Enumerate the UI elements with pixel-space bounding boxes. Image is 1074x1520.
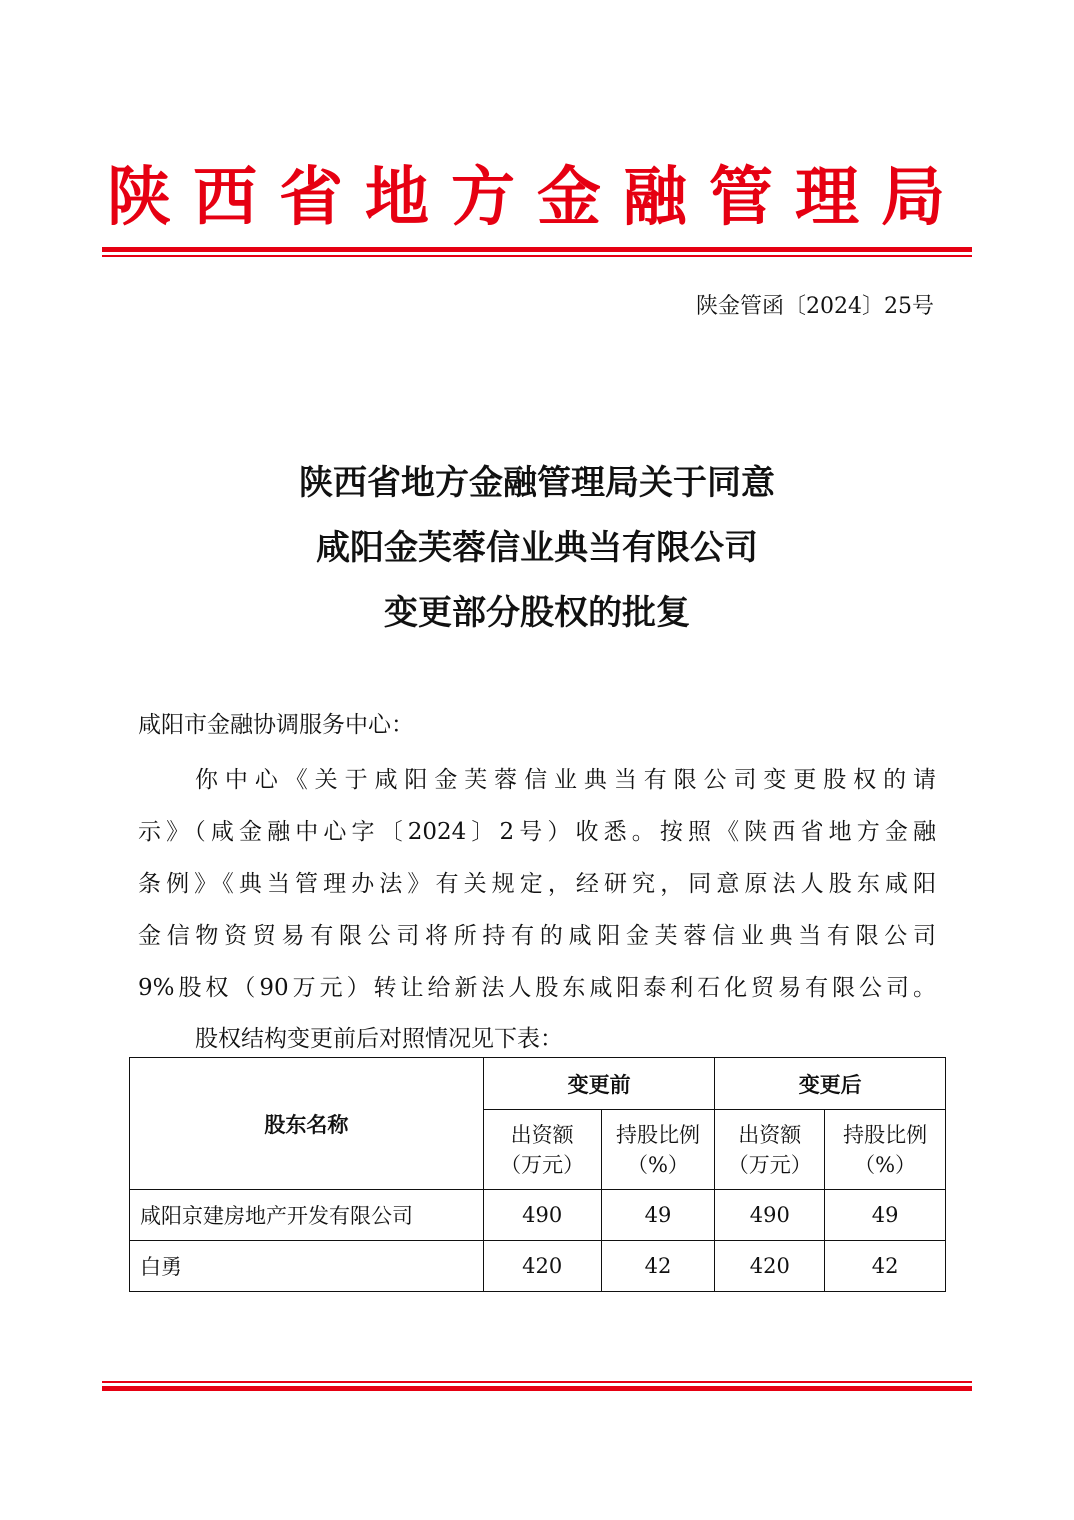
- before-ratio-header: 持股比例 （%）: [601, 1110, 715, 1190]
- letterhead-divider: [102, 247, 972, 257]
- body-paragraph-line: 金信物资贸易有限公司将所持有的咸阳金芙蓉信业典当有限公司: [138, 923, 936, 949]
- body-paragraph-line: 你中心《关于咸阳金芙蓉信业典当有限公司变更股权的请: [195, 767, 936, 793]
- table-row: [130, 1241, 946, 1292]
- document-title-line-1: 陕西省地方金融管理局关于同意: [299, 463, 775, 503]
- shareholder-name-cell: 咸阳京建房地产开发有限公司: [130, 1190, 484, 1241]
- table-header-row: [130, 1058, 946, 1110]
- after-ratio-header: 持股比例 （%）: [825, 1110, 946, 1190]
- document-title-line-2: 咸阳金芙蓉信业典当有限公司: [316, 528, 758, 568]
- document-number: 陕金管函〔2024〕25号: [696, 294, 934, 319]
- shareholder-name-cell: 白勇: [130, 1241, 484, 1292]
- after-change-header: 变更后: [715, 1058, 946, 1110]
- after-amount-header: 出资额 （万元）: [715, 1110, 825, 1190]
- before-amount-cell: 420: [483, 1241, 601, 1292]
- before-ratio-cell: 42: [601, 1241, 715, 1292]
- after-ratio-cell: 49: [825, 1190, 946, 1241]
- table-row: [130, 1190, 946, 1241]
- footer-divider: [102, 1381, 972, 1391]
- equity-structure-table: [129, 1057, 946, 1292]
- document-title-line-3: 变更部分股权的批复: [384, 593, 690, 633]
- before-ratio-cell: 49: [601, 1190, 715, 1241]
- after-amount-cell: 490: [715, 1190, 825, 1241]
- salutation: 咸阳市金融协调服务中心：: [138, 712, 414, 738]
- after-amount-cell: 420: [715, 1241, 825, 1292]
- after-ratio-cell: 42: [825, 1241, 946, 1292]
- before-amount-header: 出资额 （万元）: [483, 1110, 601, 1190]
- shareholder-name-header: 股东名称: [130, 1058, 484, 1190]
- before-amount-cell: 490: [483, 1190, 601, 1241]
- agency-letterhead-title: 陕西省地方金融管理局: [107, 160, 967, 235]
- body-paragraph-line: 9%股权（90万元）转让给新法人股东咸阳泰利石化贸易有限公司。: [138, 975, 936, 1001]
- body-paragraph-line: 条例》《典当管理办法》有关规定，经研究，同意原法人股东咸阳: [138, 871, 936, 897]
- before-change-header: 变更前: [483, 1058, 715, 1110]
- body-paragraph-line: 示》（咸金融中心字〔2024〕2号）收悉。按照《陕西省地方金融: [138, 819, 936, 845]
- table-intro-line: 股权结构变更前后对照情况见下表：: [195, 1026, 563, 1052]
